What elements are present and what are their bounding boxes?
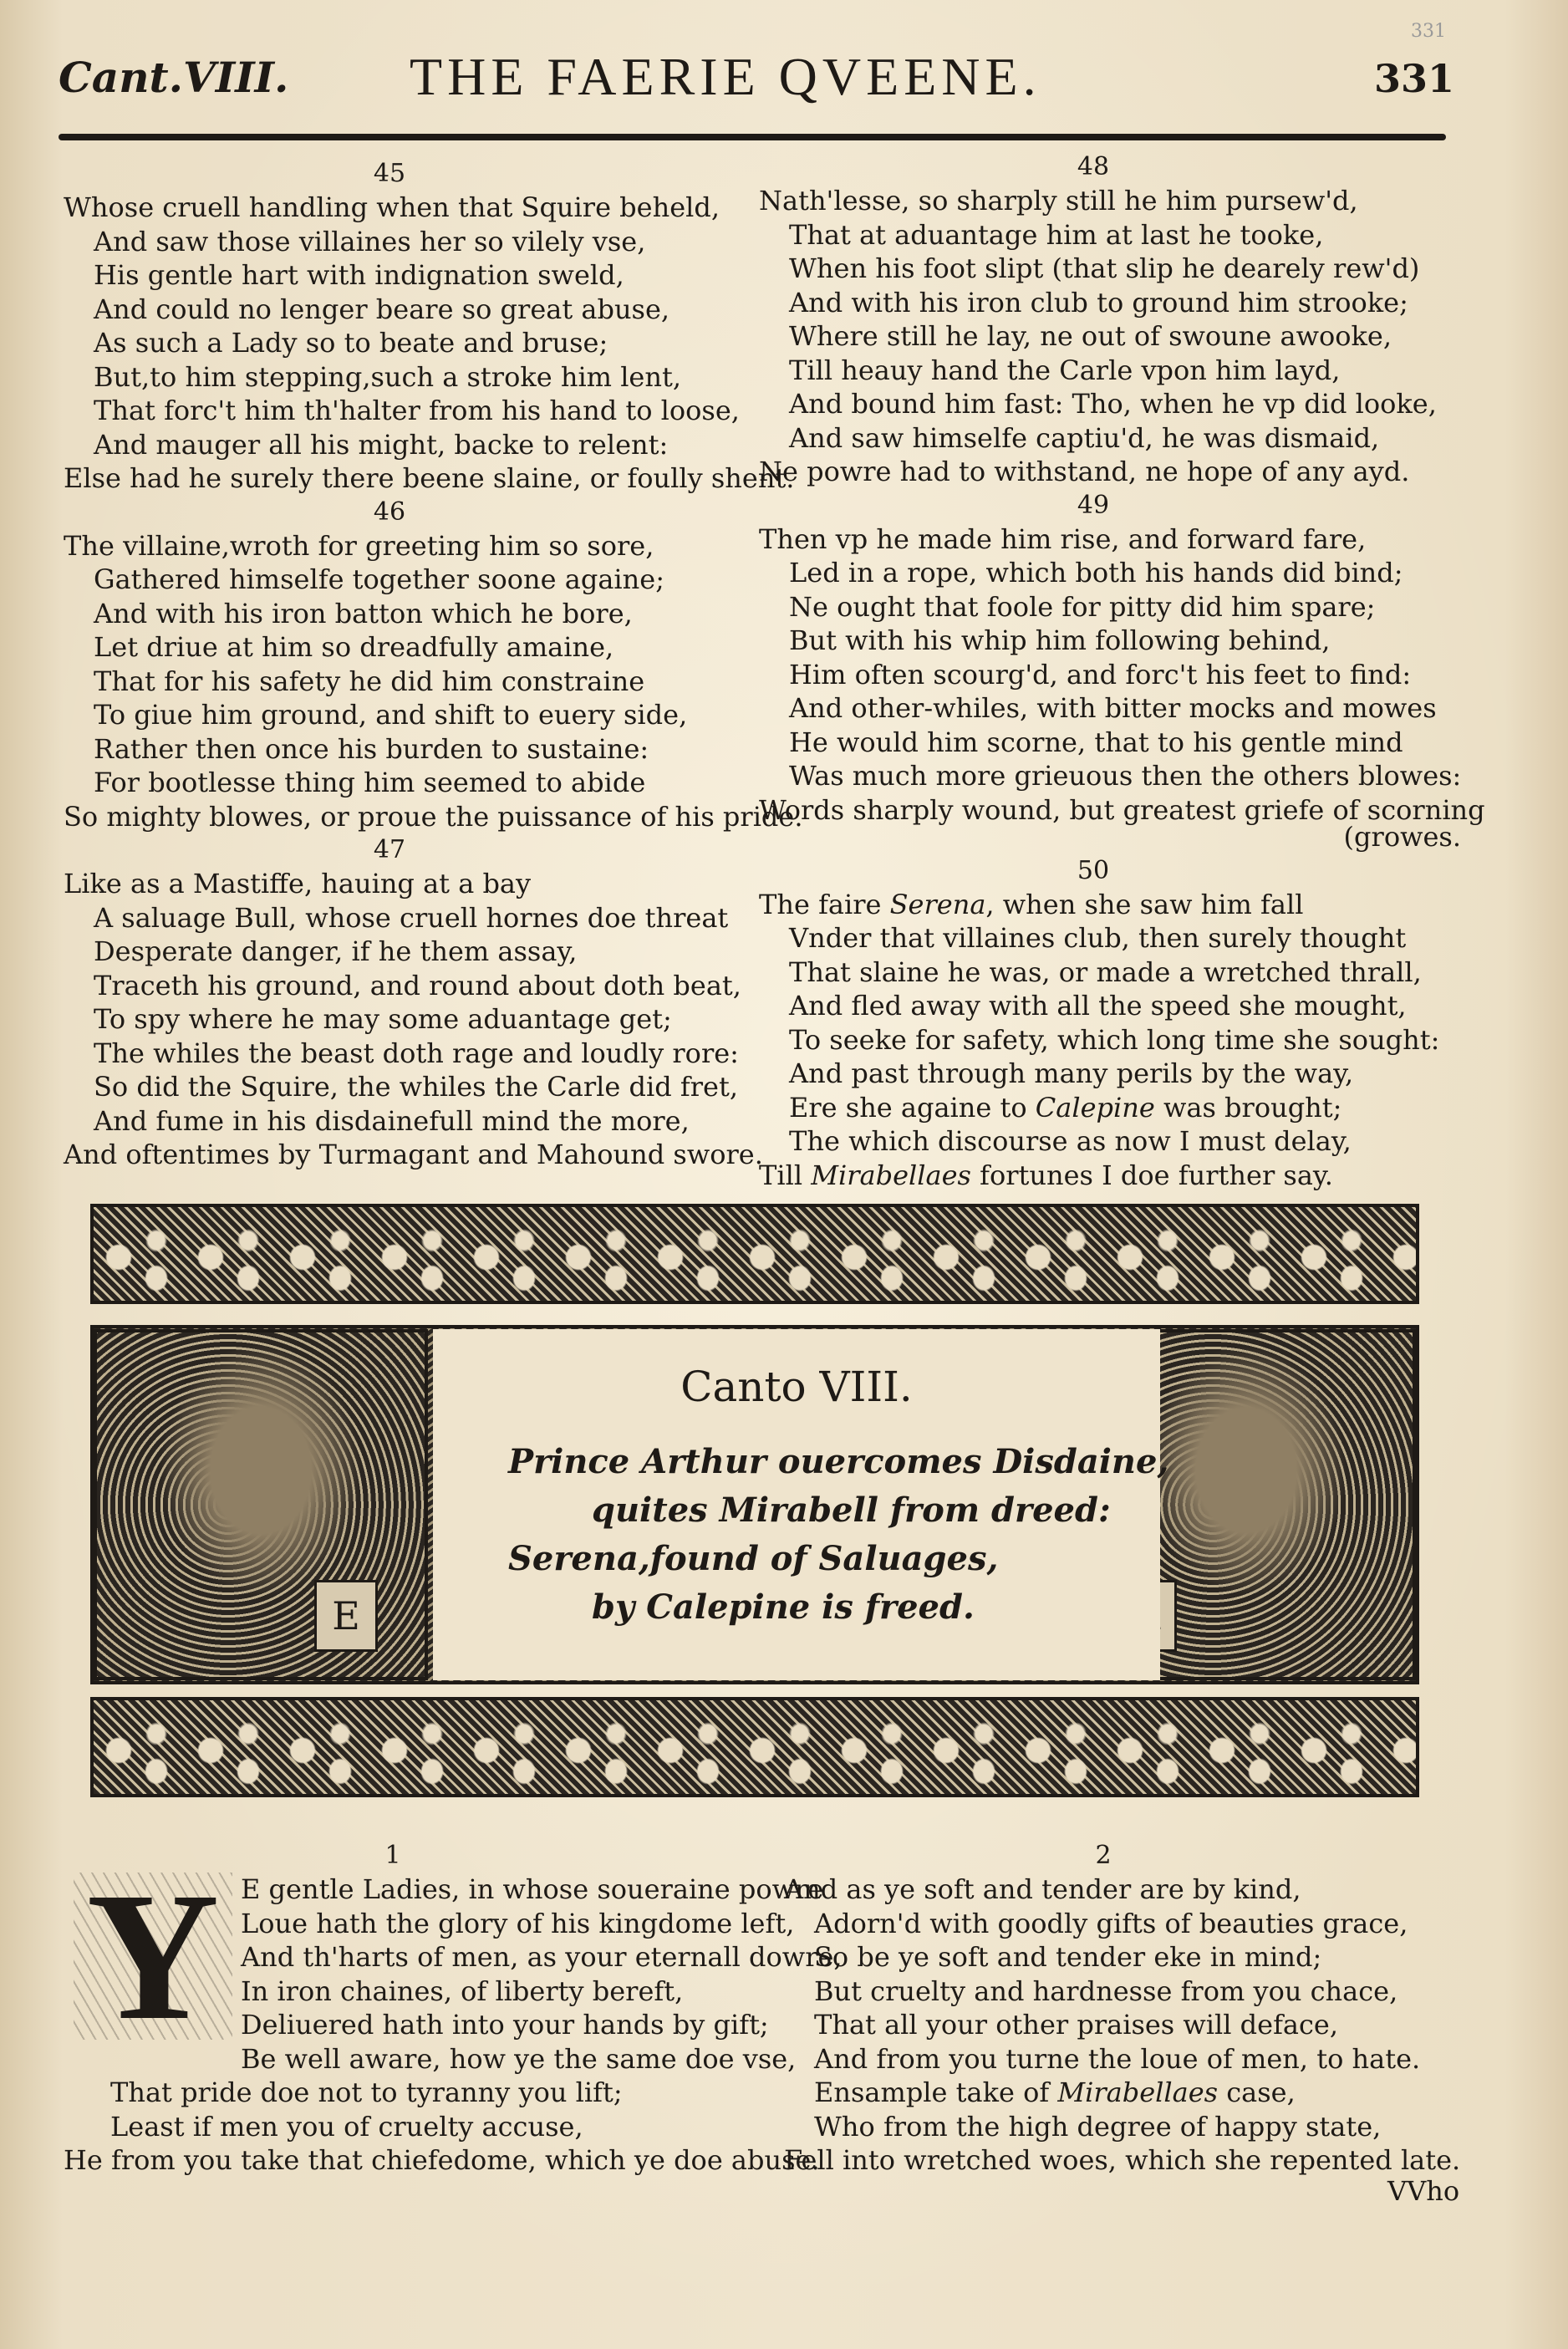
verse-line: Who from the high degree of happy state, xyxy=(814,2110,1382,2143)
verse-line: Deliuered hath into your hands by gift; xyxy=(241,2009,769,2041)
verse-line: The which discourse as now I must delay, xyxy=(789,1125,1352,1157)
verse-line: And oftentimes by Turmagant and Mahound swore. xyxy=(64,1139,763,1170)
verse-line: Him often scourg'd, and forc't his feet to find: xyxy=(789,658,1412,690)
verse-line: Rather then once his burden to sustaine: xyxy=(94,732,649,765)
running-header xyxy=(59,21,1454,113)
verse-line: The whiles the beast doth rage and loudly rore: xyxy=(94,1037,739,1069)
italic-name: Mirabellaes xyxy=(1057,2076,1219,2108)
verse-line: Till Mirabellaes fortunes I doe further say. xyxy=(759,1159,1333,1191)
woodcut-panel-lion xyxy=(94,1329,428,1680)
catchword: VVho xyxy=(1387,2175,1460,2207)
argument-line: Serena,found of Saluages, xyxy=(508,1539,999,1578)
verse-line: A saluage Bull, whose cruell hornes doe threat xyxy=(94,901,729,934)
verse-line: Least if men you of cruelty accuse, xyxy=(110,2110,583,2143)
verse-line: That for his safety he did him constraine xyxy=(94,665,645,697)
column-top-left xyxy=(64,157,803,1172)
stanza-number: 2 xyxy=(1095,1841,1112,1870)
verse-line: But with his whip him following behind, xyxy=(789,624,1331,656)
verse-line: Let driue at him so dreadfully amaine, xyxy=(94,631,614,663)
stanza-number: 48 xyxy=(1077,152,1110,181)
running-title: THE FAERIE QVEENE. xyxy=(410,47,1041,106)
verse-line: Where still he lay, ne out of swoune awooke, xyxy=(789,320,1392,352)
woodcut-border-bottom xyxy=(90,1697,1419,1797)
verse-line: Led in a rope, which both his hands did bind; xyxy=(789,557,1403,589)
verse-line: And with his iron batton which he bore, xyxy=(94,597,633,629)
verse-line: E gentle Ladies, in whose soueraine powre xyxy=(241,1873,824,1905)
header-rule xyxy=(59,134,1446,140)
stanza-number: 49 xyxy=(1077,490,1110,520)
verse-line: And could no lenger beare so great abuse, xyxy=(94,293,670,325)
verse-line: For bootlesse thing him seemed to abide xyxy=(94,767,646,798)
verse-line: Ne ought that foole for pitty did him spare; xyxy=(789,590,1376,623)
verse-line: He from you take that chiefedome, which ye doe abuse. xyxy=(64,2144,820,2176)
verse-line: And other-whiles, with bitter mocks and mowes xyxy=(789,692,1437,724)
italic-name: Calepine xyxy=(1035,1091,1155,1124)
woodcut-border-top xyxy=(90,1204,1419,1304)
verse-line: That pride doe not to tyranny you lift; xyxy=(110,2076,623,2108)
verse-line: And from you turne the loue of men, to hate. xyxy=(814,2042,1421,2075)
verse-line: So be ye soft and tender eke in mind; xyxy=(814,1941,1322,1973)
verse-line: Words sharply wound, but greatest griefe of scorning xyxy=(759,793,1485,826)
verse-line: Desperate danger, if he them assay, xyxy=(94,935,578,967)
stanza-number: 45 xyxy=(373,159,406,188)
verse-line: And th'harts of men, as your eternall dowre, xyxy=(241,1941,843,1973)
panel-letter-left: E xyxy=(314,1580,378,1652)
stanza-number: 46 xyxy=(373,497,406,527)
italic-name: Mirabellaes xyxy=(811,1159,971,1191)
verse-line: And bound him fast: Tho, when he vp did looke, xyxy=(789,388,1437,420)
verse-line: And with his iron club to ground him strooke; xyxy=(789,286,1408,318)
verse-line: And mauger all his might, backe to relent: xyxy=(94,428,669,461)
dropcap-initial: Y xyxy=(74,1873,232,2040)
verse-line: Vnder that villaines club, then surely thought xyxy=(789,922,1407,954)
column-top-right xyxy=(759,150,1485,1192)
verse-line: And saw those villaines her so vilely vse, xyxy=(94,225,646,257)
verse-line: Ensample take of Mirabellaes case, xyxy=(814,2076,1296,2108)
verse-line: That slaine he was, or made a wretched thrall, xyxy=(789,955,1422,988)
verse-line: Nath'lesse, so sharply still he him pursew'd, xyxy=(759,185,1358,217)
verse-line: And fled away with all the speed she mought, xyxy=(789,990,1407,1022)
verse-line: Till heauy hand the Carle vpon him layd, xyxy=(789,354,1341,386)
verse-line: And saw himselfe captiu'd, he was dismaid, xyxy=(789,421,1380,454)
verse-line: To giue him ground, and shift to euery side, xyxy=(94,699,688,731)
verse-line: Adorn'd with goodly gifts of beauties grace, xyxy=(814,1907,1408,1939)
verse-line: The villaine,wroth for greeting him so sore, xyxy=(64,529,654,562)
argument-line: quites Mirabell from dreed: xyxy=(592,1490,1111,1530)
canto-argument xyxy=(483,1438,1168,1632)
verse-line: Traceth his ground, and round about doth beat, xyxy=(94,969,741,1001)
verse-line: He would him scorne, that to his gentle mind xyxy=(789,726,1403,758)
page-number: 331 xyxy=(1373,56,1454,101)
stanza-number: 50 xyxy=(1077,855,1110,885)
runover-line: (growes. xyxy=(1343,821,1461,853)
verse-line: That all your other praises will deface, xyxy=(814,2009,1339,2041)
verse-line: The faire Serena, when she saw him fall xyxy=(759,888,1304,920)
canto-banner xyxy=(90,1204,1419,1797)
verse-line: So did the Squire, the whiles the Carle did fret, xyxy=(94,1071,738,1103)
verse-line: To spy where he may some aduantage get; xyxy=(94,1003,672,1035)
verse-line: Gathered himselfe together soone againe; xyxy=(94,563,664,595)
stanza-number: 47 xyxy=(373,835,406,864)
verse-line: But,to him stepping,such a stroke him lent, xyxy=(94,360,681,393)
verse-line: But cruelty and hardnesse from you chace, xyxy=(814,1974,1398,2007)
verse-line: Then vp he made him rise, and forward fare, xyxy=(759,522,1367,555)
verse-line: Whose cruell handling when that Squire beheld, xyxy=(64,191,720,223)
column-bottom-left xyxy=(64,1873,843,2178)
verse-line: To seeke for safety, which long time she sought: xyxy=(789,1023,1440,1056)
verse-line: And fume in his disdainefull mind the more, xyxy=(94,1104,690,1137)
verse-line: When his foot slipt (that slip he dearely rew'd) xyxy=(789,252,1420,284)
verse-line: Loue hath the glory of his kingdome left, xyxy=(241,1907,795,1939)
verse-line: So mighty blowes, or proue the puissance of his pride. xyxy=(64,800,803,833)
verse-line: And past through many perils by the way, xyxy=(789,1057,1354,1089)
verse-line: And as ye soft and tender are by kind, xyxy=(784,1873,1301,1905)
stanza-number: 1 xyxy=(384,1841,401,1870)
argument-line: by Calepine is freed. xyxy=(592,1587,975,1627)
verse-line: Like as a Mastiffe, hauing at a bay xyxy=(64,868,532,899)
verse-line: His gentle hart with indignation sweld, xyxy=(94,259,624,291)
canto-heading: Canto VIII. xyxy=(680,1363,913,1411)
italic-name: Serena xyxy=(889,888,986,920)
verse-line: Was much more grieuous then the others blowes: xyxy=(789,760,1462,792)
verse-line: Ne powre had to withstand, ne hope of any ayd. xyxy=(759,456,1410,487)
verse-line: As such a Lady so to beate and bruse; xyxy=(94,327,608,359)
argument-line: Prince Arthur ouercomes Disdaine, xyxy=(508,1442,1169,1481)
verse-line: Else had he surely there beene slaine, or foully shent. xyxy=(64,462,795,494)
faint-page-mark: 331 xyxy=(1411,21,1446,42)
verse-line: That at aduantage him at last he tooke, xyxy=(789,218,1324,251)
canto-cartouche xyxy=(433,1329,1169,1680)
column-bottom-right xyxy=(784,1873,1469,2178)
verse-line: Fell into wretched woes, which she repented late. xyxy=(784,2144,1461,2176)
verse-line: In iron chaines, of liberty bereft, xyxy=(241,1974,684,2007)
canto-label: Cant.VIII. xyxy=(59,53,289,102)
verse-line: Be well aware, how ye the same doe vse, xyxy=(241,2042,797,2075)
verse-line: Ere she againe to Calepine was brought; xyxy=(789,1091,1342,1124)
verse-line: That forc't him th'halter from his hand to loose, xyxy=(94,395,740,426)
